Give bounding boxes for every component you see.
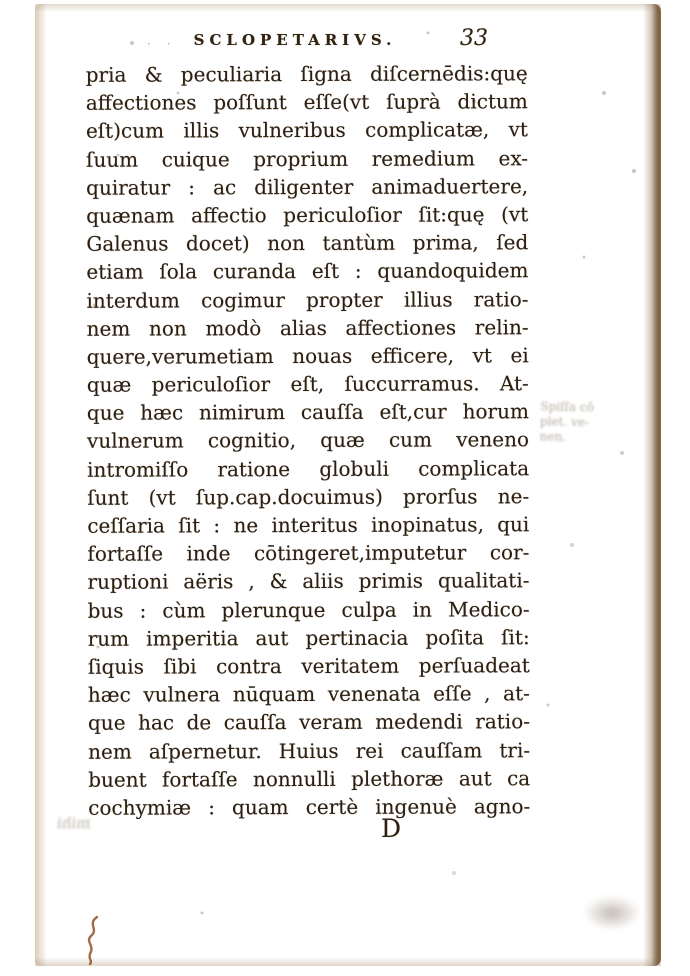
body-text-block bbox=[86, 59, 531, 822]
text-line: ruptioni aëris , & aliis primis qualitati- bbox=[87, 568, 530, 595]
text-line: rum imperitia aut pertinacia poſita ſit: bbox=[87, 624, 530, 651]
text-line: interdum cogimur propter illius ratio- bbox=[86, 286, 529, 313]
text-line: ſuum cuique proprium remedium ex- bbox=[85, 145, 529, 172]
text-line: buent fortaſſe nonnulli plethoræ aut ca bbox=[88, 765, 531, 792]
paper-smudge bbox=[583, 896, 641, 930]
text-line: que hæc nimirum cauſſa eſt,cur horum bbox=[86, 399, 529, 426]
text-line: nem non modò alias affectiones relin- bbox=[86, 314, 529, 341]
page-bottom-edge-shading bbox=[35, 957, 661, 966]
text-line: ſiquis ſibi contra veritatem perſuadeat bbox=[87, 653, 530, 679]
text-line: intromiſſo ratione globuli complicata bbox=[87, 455, 530, 482]
page-number: 33 bbox=[460, 26, 488, 51]
text-line: nem aſpernetur. Huius rei cauſſam tri- bbox=[88, 737, 531, 764]
text-line: eſt)cum illis vulneribus complicatæ, vt bbox=[85, 117, 528, 144]
text-line: etiam ſola curanda eſt : quandoquidem bbox=[86, 258, 529, 285]
ink-squiggle bbox=[81, 914, 111, 966]
text-line: quiratur : ac diligenter animaduertere, bbox=[86, 173, 529, 200]
text-line: que hac de cauſſa veram medendi ratio- bbox=[87, 709, 531, 736]
text-line: hæc vulnera nūquam venenata eſſe , at- bbox=[87, 681, 530, 707]
text-line: vulnerum cognitio, quæ cum veneno bbox=[86, 427, 530, 454]
text-line: pria & peculiaria ſigna diſcernēdis:quę bbox=[85, 61, 528, 87]
page-right-edge-shadow bbox=[643, 4, 661, 966]
show-through-line: nen. bbox=[539, 429, 567, 444]
text-line: fortaſſe inde cōtingeret,imputetur cor- bbox=[87, 540, 530, 566]
text-line: ſunt (vt ſup.cap.docuimus) prorſus ne- bbox=[87, 484, 530, 510]
show-through-bottom-mark: mihi bbox=[57, 814, 91, 832]
show-through-line: plet. ve- bbox=[539, 414, 590, 430]
show-through-margin-note bbox=[540, 399, 607, 445]
page-left-edge-shading bbox=[35, 4, 47, 966]
show-through-line: Spiſſa cō bbox=[540, 399, 594, 415]
stray-ink-marks: · · bbox=[147, 37, 177, 51]
text-line: ceſſaria ſit : ne interitus inopinatus, qui bbox=[87, 512, 530, 538]
running-header-title: SCLOPETARIVS. bbox=[193, 31, 397, 49]
text-line: quænam affectio periculoſior ſit:quę (vt bbox=[86, 202, 529, 228]
signature-mark: D bbox=[380, 814, 402, 843]
book-page bbox=[35, 4, 661, 966]
paper-specks bbox=[35, 4, 37, 6]
text-line: cochymiæ : quam certè ingenuè agno- bbox=[88, 794, 531, 820]
text-line: Galenus docet) non tantùm prima, ſed bbox=[86, 230, 529, 256]
page-top-edge-shading bbox=[35, 4, 661, 12]
text-line: affectiones poſſunt eſſe(vt ſuprà dictum bbox=[85, 89, 528, 115]
text-line: bus : cùm plerunque culpa in Medico- bbox=[87, 596, 530, 623]
text-line: quere,verumetiam nouas efficere, vt ei bbox=[86, 343, 529, 369]
text-line: quæ periculoſior eſt, ſuccurramus. At- bbox=[86, 371, 529, 397]
